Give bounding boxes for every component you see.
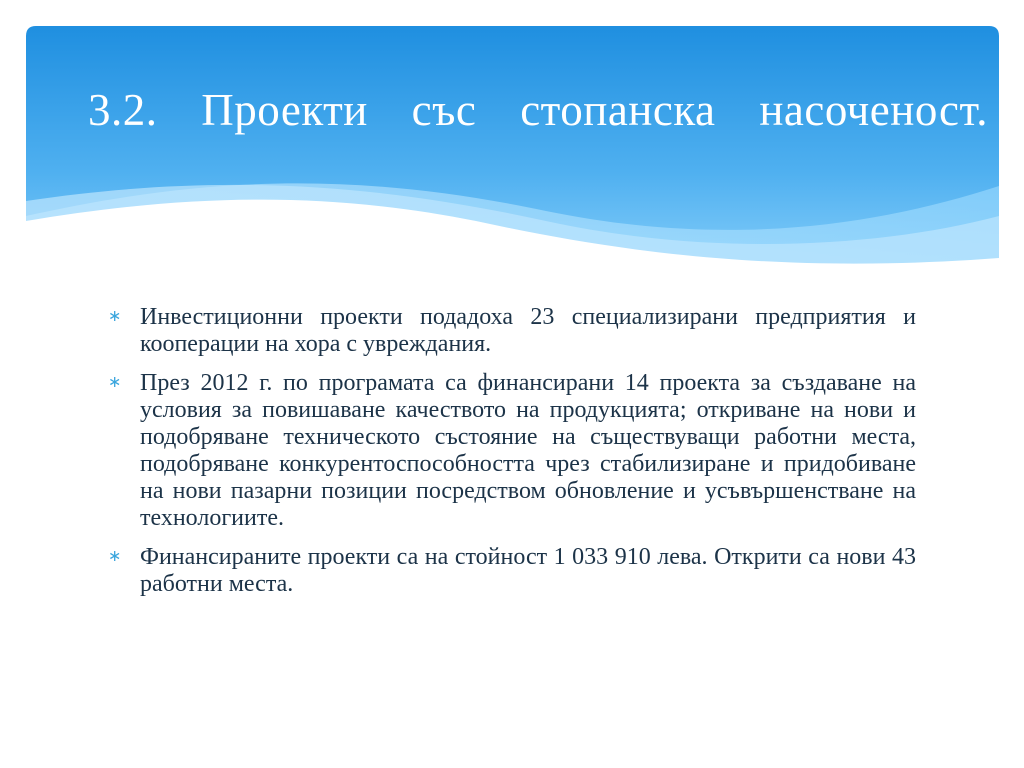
bullet-text: През 2012 г. по програмата са финансирани 14 проекта за създаване на условия за повишаване качеството на продукцията; откриване на нови и подобряване техническото състояние на съществуващи работни места, подобряване конкурентоспособността чрез стабилизиране и придобиване на нови пазарни позиции посредством обновление и усъвършенстване на технологиите. bbox=[140, 370, 916, 531]
bullet-item bbox=[108, 304, 916, 358]
asterisk-bullet-icon: ∗ bbox=[108, 306, 122, 325]
asterisk-bullet-icon: ∗ bbox=[108, 546, 122, 565]
bullet-text: Инвестиционни проекти подадоха 23 специализирани предприятия и кооперации на хора с увреждания. bbox=[140, 304, 916, 357]
wave-background bbox=[26, 26, 999, 291]
asterisk-bullet-icon: ∗ bbox=[108, 372, 122, 391]
header-banner bbox=[26, 26, 999, 291]
bullet-item bbox=[108, 544, 916, 598]
bullet-list bbox=[108, 304, 916, 610]
slide-title: 3.2. Проекти със стопанска насоченост. bbox=[88, 85, 988, 135]
bullet-item bbox=[108, 370, 916, 532]
bullet-text: Финансираните проекти са на стойност 1 033 910 лева. Открити са нови 43 работни места. bbox=[140, 544, 916, 597]
